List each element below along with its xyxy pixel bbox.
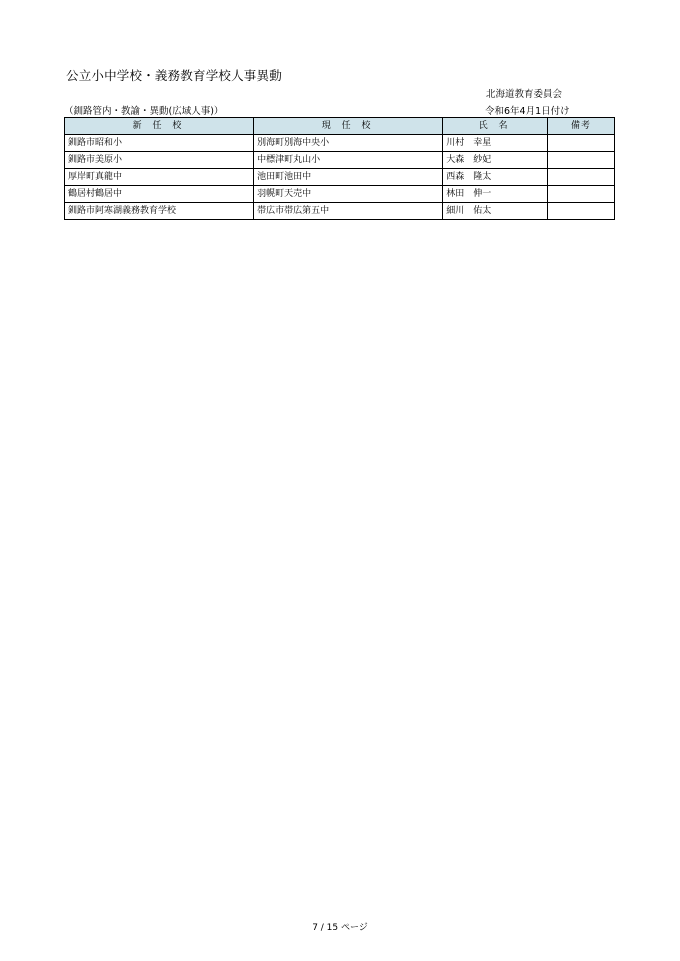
table-row bbox=[65, 186, 615, 203]
cell-notes bbox=[547, 203, 614, 220]
cell-name: 川村 幸星 bbox=[443, 135, 548, 152]
cell-notes bbox=[547, 152, 614, 169]
table-header-row bbox=[65, 118, 615, 135]
table-row bbox=[65, 169, 615, 186]
header-current-school: 現 任 校 bbox=[254, 118, 443, 135]
document-title: 公立小中学校・義務教育学校人事異動 bbox=[66, 68, 282, 83]
table-row bbox=[65, 152, 615, 169]
cell-new-school: 鶴居村鶴居中 bbox=[65, 186, 254, 203]
page-number: 7 / 15 ページ bbox=[312, 923, 368, 933]
cell-name: 林田 伸一 bbox=[443, 186, 548, 203]
header-name: 氏 名 bbox=[443, 118, 548, 135]
header-new-school: 新 任 校 bbox=[65, 118, 254, 135]
cell-notes bbox=[547, 186, 614, 203]
cell-name: 大森 紗妃 bbox=[443, 152, 548, 169]
cell-notes bbox=[547, 169, 614, 186]
cell-notes bbox=[547, 135, 614, 152]
cell-name: 細川 佑太 bbox=[443, 203, 548, 220]
effective-date: 令和6年4月1日付け bbox=[485, 106, 570, 117]
cell-new-school: 釧路市美原小 bbox=[65, 152, 254, 169]
header-notes: 備考 bbox=[547, 118, 614, 135]
category-label: （釧路管内・教諭・異動(広域人事)） bbox=[64, 106, 224, 117]
personnel-table bbox=[64, 117, 615, 220]
cell-current-school: 池田町池田中 bbox=[254, 169, 443, 186]
cell-new-school: 厚岸町真龍中 bbox=[65, 169, 254, 186]
cell-current-school: 帯広市帯広第五中 bbox=[254, 203, 443, 220]
cell-current-school: 中標津町丸山小 bbox=[254, 152, 443, 169]
cell-current-school: 羽幌町天売中 bbox=[254, 186, 443, 203]
table-row bbox=[65, 203, 615, 220]
issuer: 北海道教育委員会 bbox=[486, 89, 563, 100]
cell-current-school: 別海町別海中央小 bbox=[254, 135, 443, 152]
table-row bbox=[65, 135, 615, 152]
cell-new-school: 釧路市昭和小 bbox=[65, 135, 254, 152]
cell-new-school: 釧路市阿寒湖義務教育学校 bbox=[65, 203, 254, 220]
cell-name: 西森 隆太 bbox=[443, 169, 548, 186]
